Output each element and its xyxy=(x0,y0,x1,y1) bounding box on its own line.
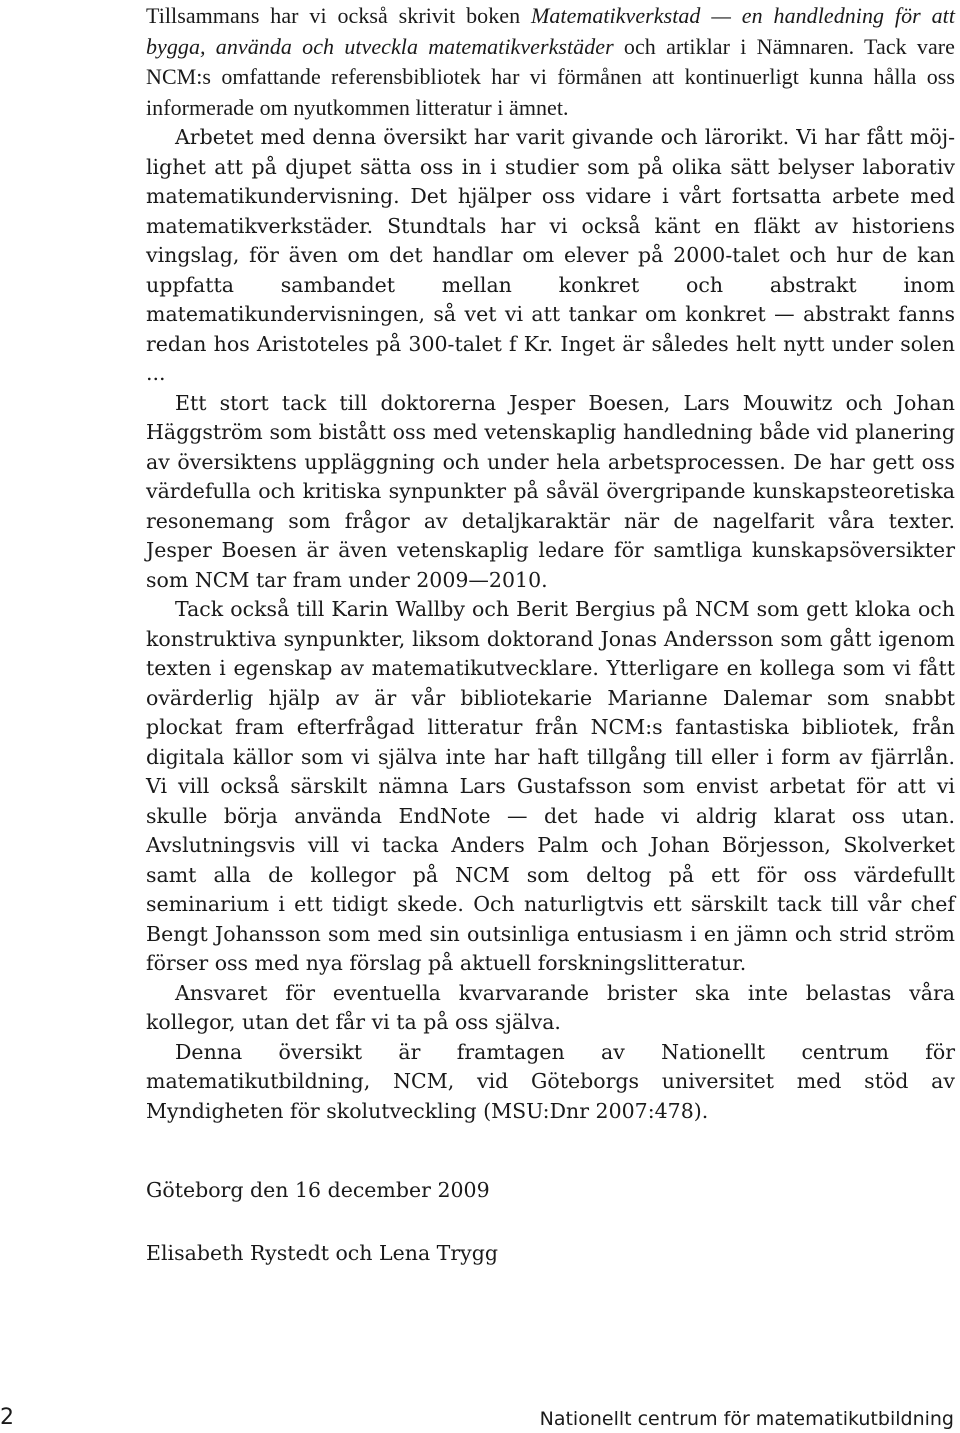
place-date: Göteborg den 16 december 2009 xyxy=(146,1178,490,1202)
paragraph-thanks-doctors: Ett stort tack till doktorerna Jesper Boesen, Lars Mouwitz och Johan Häggström som bistått oss med vetenskaplig handledning både vid planering av översiktens uppläggning och under hela arbetsprocessen. De har gett oss värdefulla och kritiska synpunkter på såväl övergripande kunskapsteoretiska resonemang som frågor av detaljkaraktär när de nagelfarit våra texter. Jesper Boesen är även vetenskaplig ledare för samtliga kunskapsöversikter som NCM tar fram under 2009—2010. xyxy=(146,390,955,592)
paragraph-thanks-colleagues: Tack också till Karin Wallby och Berit Bergius på NCM som gett kloka och konstruktiva synpunkter, liksom doktorand Jonas Andersson som gått igenom texten i egenskap av matematikutvecklare. Ytterligare en kollega som vi fått ovärderlig hjälp av är vår bibliotekarie Marianne Dalemar som snabbt plockat fram efterfrågad litteratur från NCM:s fantastiska bibliotek, från digitala källor som vi själva inte har haft tillgång till eller i form av fjärrlån. Vi vill också särskilt nämna Lars Gustafsson som envist arbetat för att vi skulle börja använda EndNote — det hade vi aldrig klarat oss utan. Avslutningsvis vill vi tacka Anders Palm och Johan Börjesson, Skolverket samt alla de kollegor på NCM som deltog på ett för oss värdefullt seminarium i ett tidigt skede. Och naturligtvis ett särskilt tack till vår chef Bengt Johansson som med sin outsinliga entusiasm i en jämn och strid ström förser oss med nya förslag på aktuell forskningslitteratur. xyxy=(146,597,955,975)
paragraph-responsibility: Ansvaret för eventuella kvarvarande brister ska inte belastas våra kollegor, utan det får vi ta på oss själva. xyxy=(146,980,955,1034)
signature-gap-small xyxy=(146,1206,955,1239)
authors: Elisabeth Rystedt och Lena Trygg xyxy=(146,1240,498,1265)
paragraph-books-tail: och artiklar i Nämnaren. Tack vare NCM:s omfattande referensbibliotek har vi förmånen att kontinuerligt kunna hålla oss informerade om nyutkommen litteratur i ämnet. xyxy=(146,33,955,120)
paragraph-books xyxy=(146,1,955,123)
page-number: 2 xyxy=(0,1405,14,1430)
paragraph-books-lead: Tillsammans har vi också skrivit boken xyxy=(146,3,531,28)
paragraph-work: Arbetet med denna översikt har varit givande och lärorikt. Vi har fått möjlighet att på djupet sätta oss in i studier som på olika sätt belyser laborativ matematikundervisning. Det hjälper oss vidare i vårt fortsatta arbete med matematikverkstäder. Stundtals har vi också känt en fläkt av historiens vingslag, för även om det handlar om elever på 2000-talet och hur de kan uppfatta sambandet mellan konkret och abstrakt inom matematikundervisningen, så vet vi att tankar om konkret — abstrakt fanns redan hos Aristoteles på 300-talet f Kr. Inget är således helt nytt under solen ... xyxy=(146,125,955,385)
signature-gap xyxy=(146,1126,955,1176)
book-title: Matematikverkstad — en handledning för att bygga, använda och utveckla matematikverkstäder xyxy=(146,3,955,59)
footer-organization: Nationellt centrum för matematikutbildning xyxy=(539,1408,954,1430)
paragraph-funding: Denna översikt är framtagen av Nationellt centrum för matematikutbildning, NCM, vid Göteborgs universitet med stöd av Myndigheten för skolutveckling (MSU:Dnr 2007:478). xyxy=(146,1039,955,1123)
document-body xyxy=(146,1,955,1268)
